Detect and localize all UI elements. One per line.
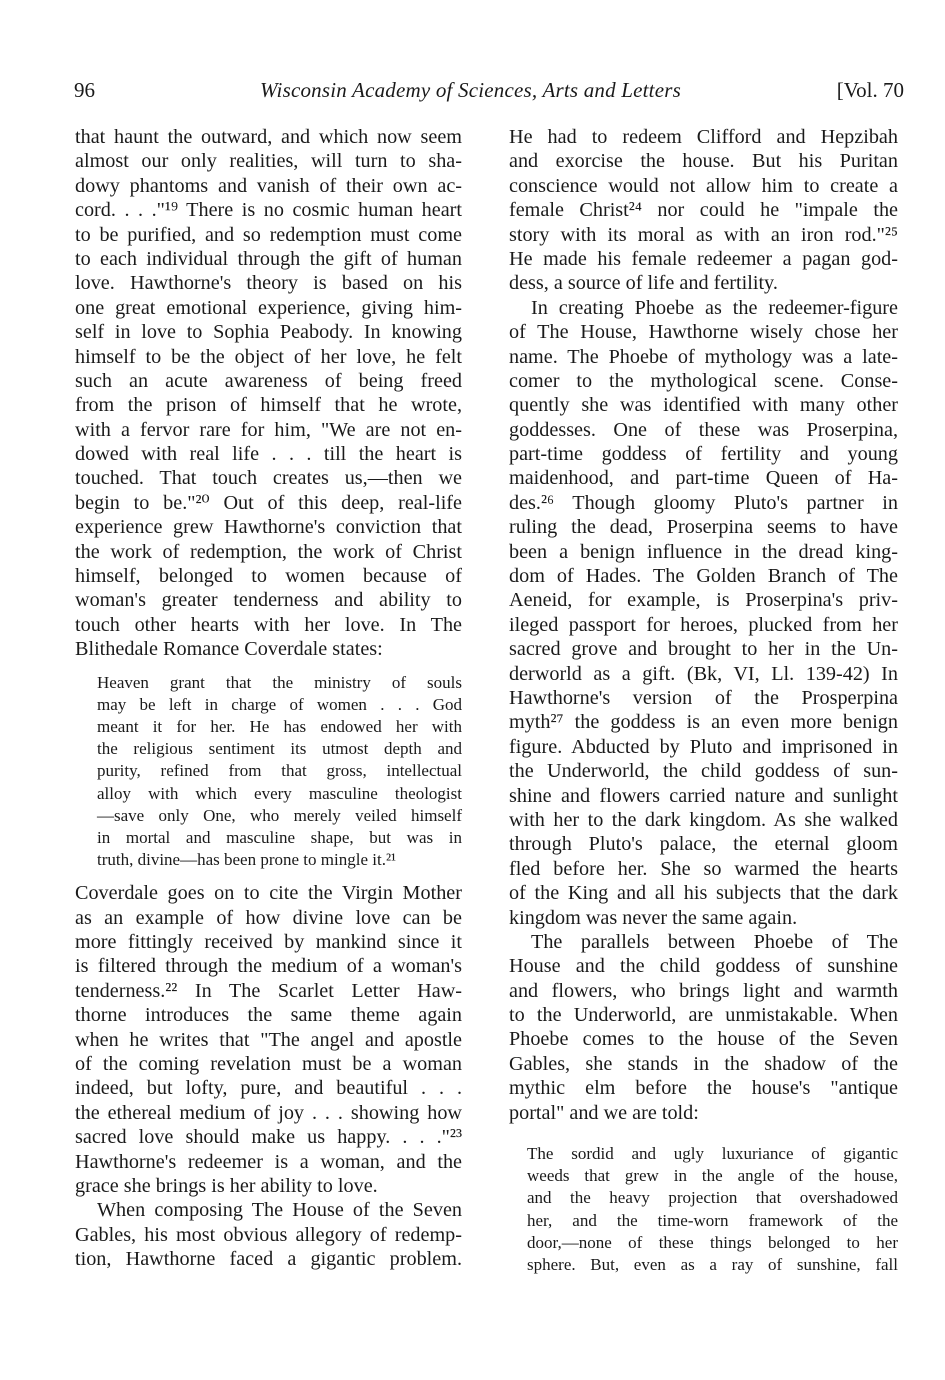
text-line: quently she was identified with many other: [509, 394, 898, 417]
text-line: conscience would not allow him to create a: [509, 174, 898, 197]
left-column: [75, 125, 462, 1272]
text-line: goddesses. One of these was Proserpina,: [509, 418, 898, 441]
text-line: cord. . . ."¹⁹ There is no cosmic human heart: [75, 199, 462, 222]
quote-line: in mortal and masculine shape, but was in: [97, 827, 462, 847]
text-line: derworld as a gift. (Bk, VI, Ll. 139-42) In: [509, 662, 898, 685]
text-line: been a benign influence in the dread king-: [509, 540, 898, 563]
text-line: female Christ²⁴ nor could he "impale the: [509, 199, 898, 222]
text-line: name. The Phoebe of mythology was a late-: [509, 345, 898, 368]
text-line: such an acute awareness of being freed: [75, 369, 462, 392]
text-line: of the King and all his subjects that the dark: [509, 882, 898, 905]
text-line: ileged passport for heroes, plucked from her: [509, 613, 898, 636]
paragraph: [75, 881, 462, 1198]
paragraph: [75, 125, 462, 662]
text-line: des.²⁶ Though gloomy Pluto's partner in: [509, 491, 898, 514]
text-line: and exorcise the house. But his Puritan: [509, 150, 898, 173]
paragraph: [509, 125, 898, 296]
block-quote: [97, 672, 462, 872]
running-title: Wisconsin Academy of Sciences, Arts and Letters: [260, 78, 681, 102]
quote-line: truth, divine—has been prone to mingle it.²¹: [97, 850, 397, 870]
quote-line: purity, refined from that gross, intellectual: [97, 761, 462, 781]
quote-line: door,—none of these things belonged to her: [527, 1232, 898, 1252]
quote-line: may be left in charge of women . . . God: [97, 694, 462, 714]
text-line: experience grew Hawthorne's conviction that: [75, 516, 462, 539]
block-quote: [527, 1143, 898, 1276]
text-line: shine and flowers carried nature and sunlight: [509, 784, 898, 807]
text-line: woman's greater tenderness and ability to: [75, 589, 462, 612]
text-line: The parallels between Phoebe of The: [531, 930, 898, 953]
text-line: dowy phantoms and vanish of their own ac-: [75, 174, 462, 197]
quote-line: weeds that grew in the angle of the house,: [527, 1166, 898, 1186]
right-column: [509, 125, 898, 1276]
text-line: love. Hawthorne's theory is based on his: [75, 272, 462, 295]
quote-line: meant it for her. He has endowed her with: [97, 716, 462, 736]
text-line: with a fervor rare for him, "We are not en-: [75, 418, 462, 441]
text-line: story with its moral as with an iron rod."²⁵: [509, 223, 898, 246]
text-line: that haunt the outward, and which now seem: [75, 126, 462, 148]
text-line: House and the child goddess of sunshine: [509, 955, 898, 978]
text-line: He had to redeem Clifford and Hepzibah: [509, 126, 898, 148]
text-line: one great emotional experience, giving him-: [75, 296, 462, 319]
text-line: self in love to Sophia Peabody. In knowing: [75, 321, 462, 344]
text-line: the Underworld, the child goddess of sun-: [509, 760, 898, 783]
text-line: Gables, she stands in the shadow of the: [509, 1052, 898, 1075]
text-line: maidenhood, and part-time Queen of Ha-: [509, 467, 898, 490]
text-line: when he writes that "The angel and apostle: [75, 1028, 462, 1051]
text-line: Hawthorne's version of the Prosperpina: [509, 686, 898, 709]
text-line: to the Underworld, are unmistakable. When: [509, 1004, 898, 1027]
text-line: grace she brings is her ability to love.: [75, 1174, 378, 1197]
text-line: almost our only realities, will turn to sha-: [75, 150, 462, 173]
text-line: himself to be the object of her love, he felt: [75, 345, 462, 368]
text-line: Aeneid, for example, is Proserpina's priv-: [509, 589, 898, 612]
text-line: of The House, Hawthorne wisely chose her: [509, 321, 898, 344]
text-line: dess, a source of life and fertility.: [509, 272, 778, 295]
text-line: When composing The House of the Seven: [97, 1199, 462, 1222]
text-line: thorne introduces the same theme again: [75, 1004, 462, 1027]
text-line: as an example of how divine love can be: [75, 906, 462, 929]
text-line: sacred grove and brought to her in the Un-: [509, 638, 898, 661]
text-line: tenderness.²² In The Scarlet Letter Haw-: [75, 979, 462, 1002]
text-line: In creating Phoebe as the redeemer-figure: [531, 296, 898, 319]
text-line: Blithedale Romance Coverdale states:: [75, 638, 383, 661]
text-line: touch other hearts with her love. In The: [75, 613, 462, 636]
quote-line: sphere. But, even as a ray of sunshine, fall: [527, 1254, 898, 1274]
text-line: portal" and we are told:: [509, 1101, 699, 1124]
paragraph: [509, 930, 898, 1125]
paragraph: [509, 296, 898, 930]
text-line: Phoebe comes to the house of the Seven: [509, 1028, 898, 1051]
text-line: part-time goddess of fertility and young: [509, 443, 898, 466]
text-line: and flowers, who brings light and warmth: [509, 979, 898, 1002]
text-line: myth²⁷ the goddess is an even more benign: [509, 711, 898, 734]
volume-label: [Vol. 70: [836, 78, 904, 102]
text-line: begin to be."²⁰ Out of this deep, real-life: [75, 491, 462, 514]
text-line: He made his female redeemer a pagan god-: [509, 247, 898, 270]
quote-line: —save only One, who merely veiled himself: [97, 805, 462, 825]
page-number: 96: [74, 78, 95, 102]
text-line: mythic elm before the house's "antique: [509, 1077, 898, 1100]
text-line: kingdom was never the same again.: [509, 906, 798, 929]
text-line: the ethereal medium of joy . . . showing how: [75, 1101, 462, 1124]
quote-line: The sordid and ugly luxuriance of gigantic: [527, 1144, 898, 1164]
running-header: [74, 78, 904, 108]
text-line: Coverdale goes on to cite the Virgin Mother: [75, 882, 462, 905]
text-line: dom of Hades. The Golden Branch of The: [509, 565, 898, 588]
quote-line: alloy with which every masculine theologist: [97, 783, 462, 803]
paragraph: [75, 1198, 462, 1271]
text-line: comer to the mythological scene. Conse-: [509, 369, 898, 392]
text-line: fled before her. She so warmed the hearts: [509, 857, 898, 880]
text-line: himself, belonged to women because of: [75, 565, 462, 588]
text-line: indeed, but lofty, pure, and beautiful . . .: [75, 1077, 462, 1100]
text-line: more fittingly received by mankind since it: [75, 931, 462, 954]
text-line: is filtered through the medium of a woman's: [75, 955, 462, 978]
text-line: with her to the dark kingdom. As she walked: [509, 808, 898, 831]
quote-line: the religious sentiment its utmost depth and: [97, 739, 462, 759]
text-line: through Pluto's palace, the eternal gloom: [509, 833, 898, 856]
text-line: to each individual through the gift of human: [75, 247, 462, 270]
text-line: tion, Hawthorne faced a gigantic problem.: [75, 1248, 462, 1271]
text-line: dowed with real life . . . till the heart is: [75, 443, 462, 466]
text-line: figure. Abducted by Pluto and imprisoned in: [509, 735, 898, 758]
text-line: sacred love should make us happy. . . ."²³: [75, 1126, 462, 1149]
text-line: the work of redemption, the work of Christ: [75, 540, 462, 563]
quote-line: her, and the time-worn framework of the: [527, 1210, 898, 1230]
text-line: touched. That touch creates us,—then we: [75, 467, 462, 490]
quote-line: Heaven grant that the ministry of souls: [97, 672, 462, 692]
text-line: of the coming revelation must be a woman: [75, 1053, 462, 1076]
text-line: to be purified, and so redemption must come: [75, 223, 462, 246]
quote-line: and the heavy projection that overshadowed: [527, 1188, 898, 1208]
text-line: Hawthorne's redeemer is a woman, and the: [75, 1150, 462, 1173]
text-line: from the prison of himself that he wrote,: [75, 394, 462, 417]
text-line: ruling the dead, Proserpina seems to have: [509, 516, 898, 539]
text-line: Gables, his most obvious allegory of redemp-: [75, 1223, 462, 1246]
